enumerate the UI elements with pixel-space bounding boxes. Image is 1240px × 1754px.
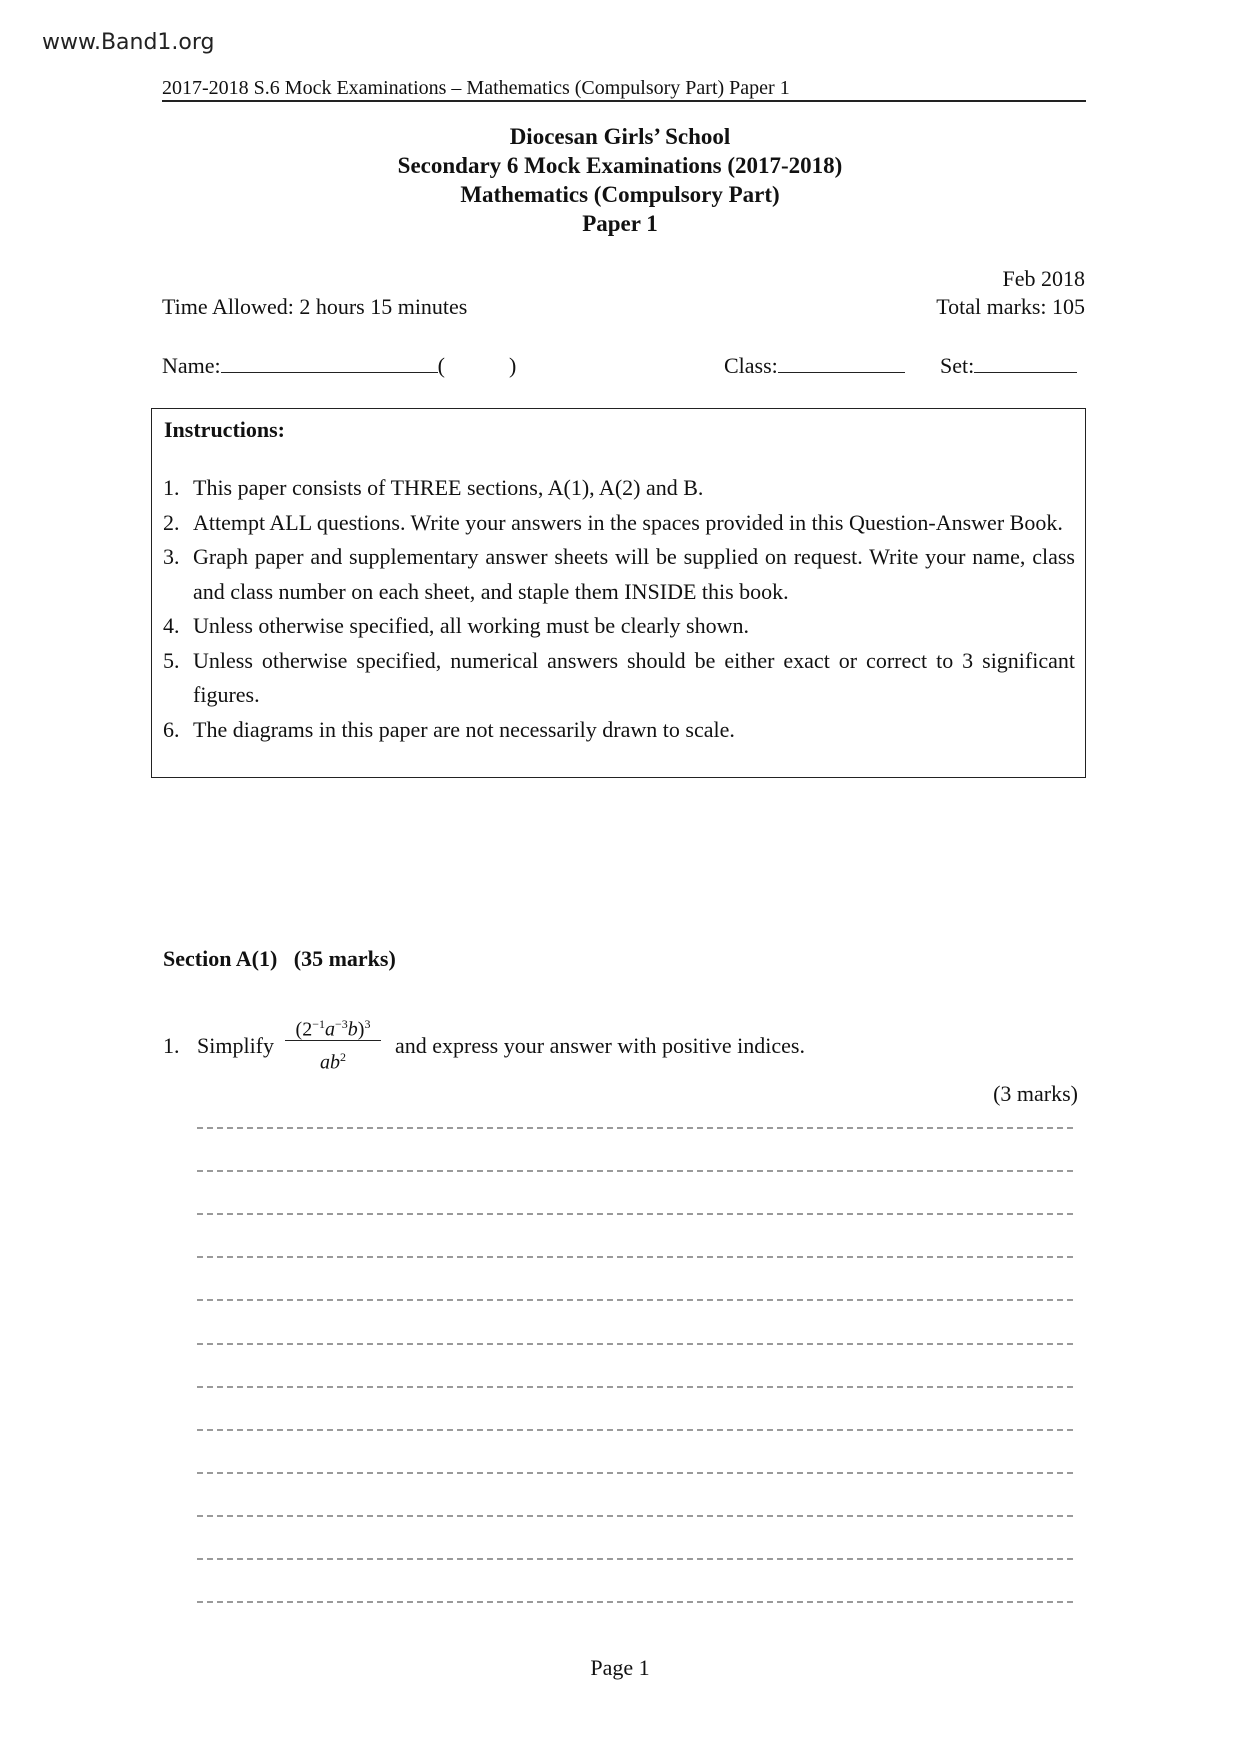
instruction-item <box>163 506 1075 541</box>
name-blank[interactable] <box>221 352 438 373</box>
class-blank[interactable] <box>778 352 905 373</box>
time-allowed: Time Allowed: 2 hours 15 minutes <box>162 294 468 319</box>
set-blank[interactable] <box>974 352 1077 373</box>
running-header: 2017-2018 S.6 Mock Examinations – Mathematics (Compulsory Part) Paper 1 <box>162 76 1086 102</box>
instruction-number: 1. <box>163 475 180 500</box>
instruction-text: Attempt ALL questions. Write your answers in the spaces provided in this Question-Answer Book. <box>193 509 1063 535</box>
class-label: Class: <box>724 353 778 378</box>
answer-line[interactable] <box>197 1558 1073 1560</box>
instruction-item <box>163 609 1075 644</box>
answer-line[interactable] <box>197 1472 1073 1474</box>
page-number: Page 1 <box>590 1655 650 1680</box>
fraction-numerator: $(2^{-1}a^{-3}b)^3$ <box>295 1017 371 1041</box>
paper-name: Paper 1 <box>582 211 658 236</box>
instruction-item <box>163 540 1075 609</box>
class-field[interactable] <box>724 352 905 379</box>
instruction-text: Unless otherwise specified, all working must be clearly shown. <box>193 613 749 638</box>
section-title: Section A(1) (35 marks) <box>163 946 396 971</box>
name-field[interactable] <box>162 352 516 379</box>
instruction-text: Graph paper and supplementary answer sheets will be supplied on request. Write your name, class and class number on each sheet, and staple them INSIDE this book. <box>193 544 1075 604</box>
exam-name: Secondary 6 Mock Examinations (2017-2018) <box>397 153 843 178</box>
subject-name: Mathematics (Compulsory Part) <box>460 182 780 207</box>
set-field[interactable] <box>940 352 1077 379</box>
title-block <box>0 122 1240 238</box>
answer-line[interactable] <box>197 1213 1073 1215</box>
fraction-denominator: $ab^2$ <box>320 1050 346 1074</box>
school-name: Diocesan Girls’ School <box>509 124 731 149</box>
answer-line[interactable] <box>197 1170 1073 1172</box>
instruction-text: The diagrams in this paper are not necessarily drawn to scale. <box>193 716 735 742</box>
name-label: Name: <box>162 353 221 378</box>
answer-line[interactable] <box>197 1256 1073 1258</box>
question-number: 1. <box>163 1033 180 1058</box>
question-fraction <box>285 1010 381 1077</box>
instruction-item <box>163 713 1075 748</box>
answer-line[interactable] <box>197 1299 1073 1301</box>
instruction-text: Unless otherwise specified, numerical answers should be either exact or correct to 3 significant figures. <box>193 647 1075 707</box>
question-marks: (3 marks) <box>993 1081 1078 1106</box>
instruction-number: 6. <box>163 716 180 742</box>
exam-date: Feb 2018 <box>1002 266 1085 291</box>
class-number-close: ) <box>508 353 517 378</box>
question-prefix: Simplify <box>197 1033 275 1058</box>
instructions-list <box>163 471 1075 747</box>
answer-line[interactable] <box>197 1515 1073 1517</box>
instruction-item <box>163 471 1075 506</box>
answer-line[interactable] <box>197 1127 1073 1129</box>
instruction-number: 2. <box>163 509 180 535</box>
instructions-heading: Instructions: <box>164 417 286 442</box>
instruction-number: 5. <box>163 647 180 673</box>
answer-line[interactable] <box>197 1429 1073 1431</box>
set-label: Set: <box>940 353 975 378</box>
instructions-box <box>151 408 1086 778</box>
total-marks: Total marks: 105 <box>936 294 1085 319</box>
answer-line[interactable] <box>197 1343 1073 1345</box>
instruction-number: 4. <box>163 613 180 638</box>
instruction-text: This paper consists of THREE sections, A(1), A(2) and B. <box>193 475 704 500</box>
answer-line[interactable] <box>197 1601 1073 1603</box>
answer-line[interactable] <box>197 1386 1073 1388</box>
instruction-number: 3. <box>163 544 180 569</box>
question-suffix: and express your answer with positive indices. <box>395 1033 805 1058</box>
watermark-text: www.Band1.org <box>42 30 215 55</box>
class-number-open: ( <box>437 353 445 378</box>
instruction-item <box>163 644 1075 713</box>
